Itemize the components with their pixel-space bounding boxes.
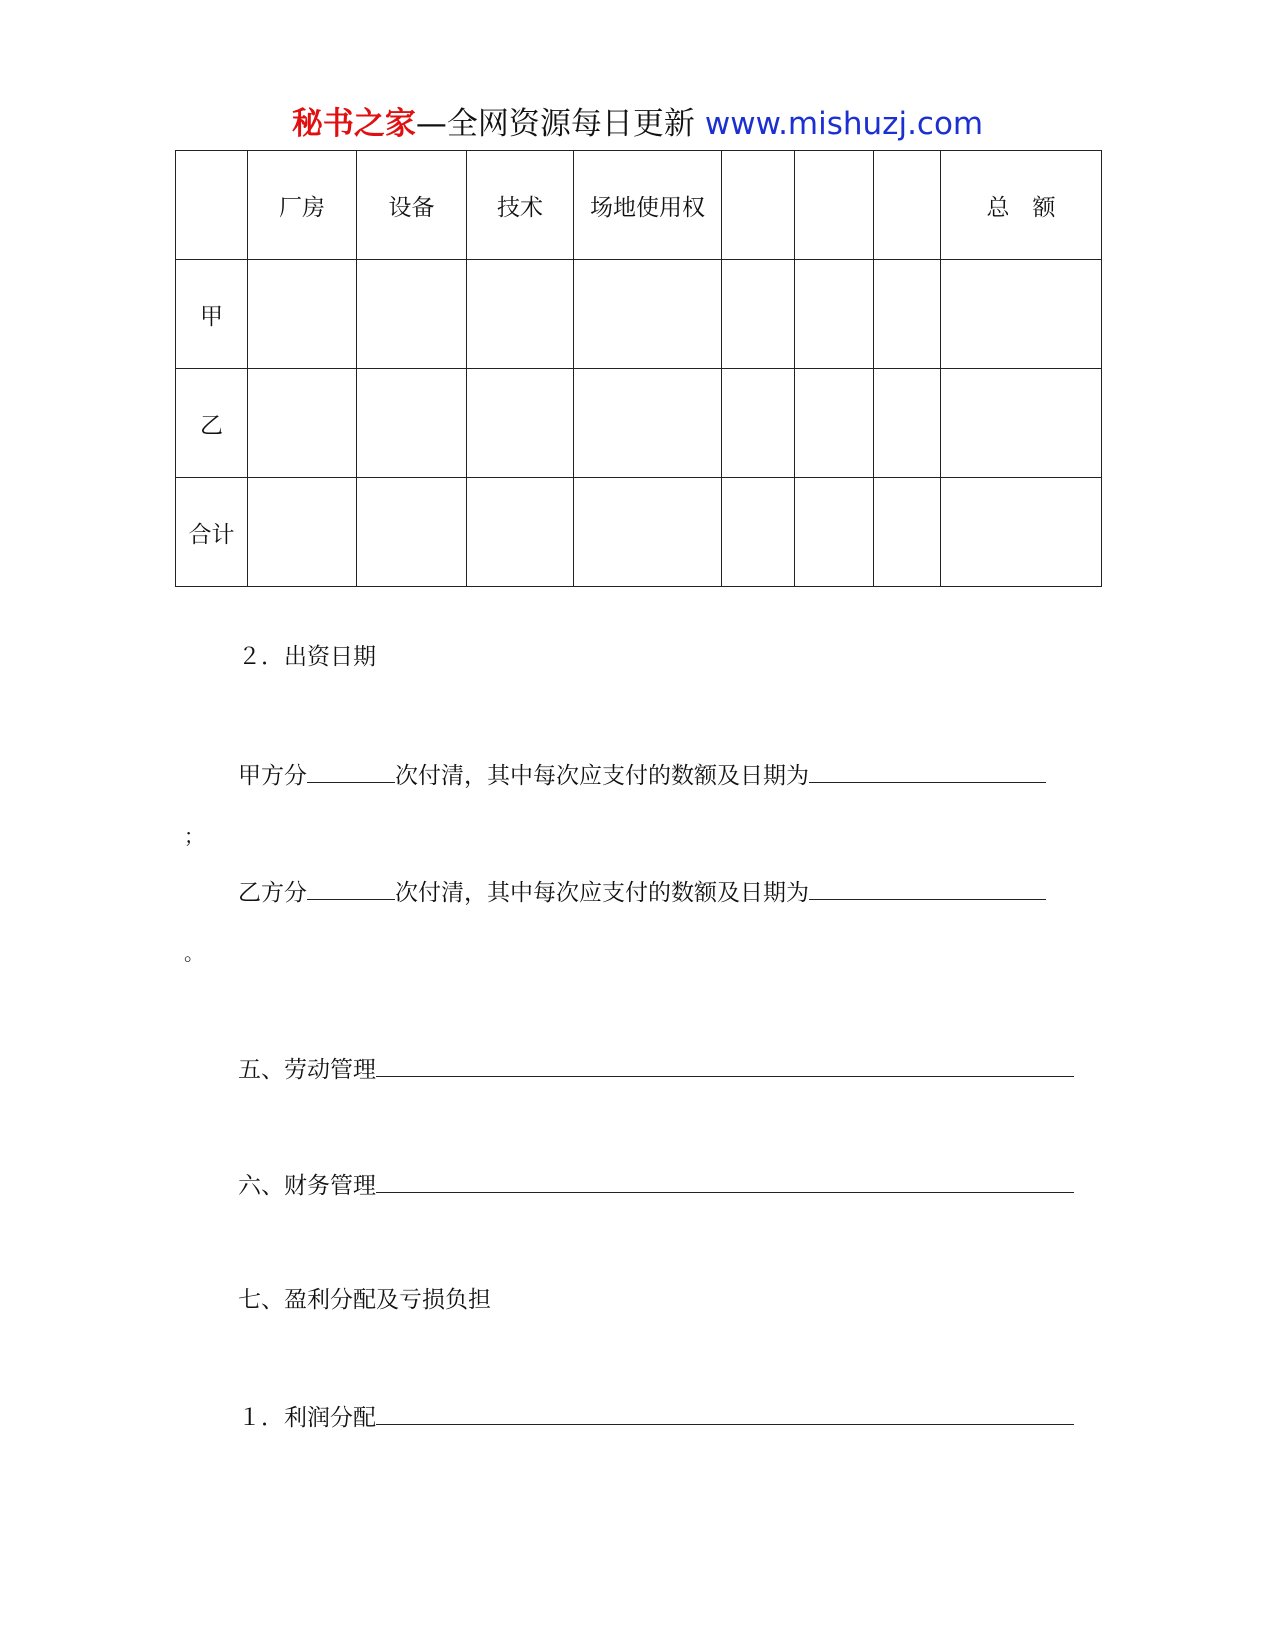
- header-cell: [176, 151, 248, 260]
- table-cell[interactable]: [941, 369, 1102, 478]
- table-cell[interactable]: [357, 478, 467, 587]
- party-a-line: [238, 758, 1046, 792]
- table-cell[interactable]: [795, 369, 874, 478]
- party-a-installments-blank[interactable]: [307, 758, 395, 783]
- section-finance: [238, 1168, 1074, 1202]
- header-cell: [874, 151, 941, 260]
- table-cell[interactable]: [574, 260, 722, 369]
- table-row: [176, 260, 1102, 369]
- party-a-mid: 次付清，其中每次应支付的数额及日期为: [395, 763, 809, 789]
- party-a-end-mark: ；: [184, 824, 204, 848]
- party-a-amount-blank[interactable]: [809, 758, 1046, 783]
- party-b-installments-blank[interactable]: [307, 875, 395, 900]
- header-cell: 技术: [467, 151, 574, 260]
- table-cell[interactable]: [722, 369, 795, 478]
- row-label: 甲: [176, 260, 248, 369]
- banner-brand: 秘书之家: [291, 106, 416, 142]
- header-cell: 总 额: [941, 151, 1102, 260]
- table-cell[interactable]: [874, 478, 941, 587]
- table-cell[interactable]: [795, 260, 874, 369]
- table-header-row: [176, 151, 1102, 260]
- table-cell[interactable]: [467, 260, 574, 369]
- section-profit-loss: 七、盈利分配及亏损负担: [238, 1287, 491, 1313]
- banner-slogan: 全网资源每日更新: [446, 106, 695, 142]
- table-row: [176, 478, 1102, 587]
- party-b-line: [238, 875, 1046, 909]
- table-cell[interactable]: [248, 260, 357, 369]
- table-cell[interactable]: [874, 260, 941, 369]
- table-cell[interactable]: [874, 369, 941, 478]
- banner-dash: —: [415, 106, 447, 142]
- profit-distribution-label: １．利润分配: [238, 1405, 376, 1431]
- table-cell[interactable]: [357, 260, 467, 369]
- table-cell[interactable]: [941, 478, 1102, 587]
- section-profit-distribution: [238, 1400, 1074, 1434]
- labor-blank[interactable]: [376, 1052, 1074, 1077]
- header-cell: 场地使用权: [574, 151, 722, 260]
- table-cell[interactable]: [722, 260, 795, 369]
- banner-url[interactable]: www.mishuzj.com: [704, 106, 984, 142]
- row-label: 合计: [176, 478, 248, 587]
- header-cell: [722, 151, 795, 260]
- header-cell: 厂房: [248, 151, 357, 260]
- table-cell[interactable]: [248, 478, 357, 587]
- table-cell[interactable]: [574, 478, 722, 587]
- finance-blank[interactable]: [376, 1168, 1074, 1193]
- table-cell[interactable]: [722, 478, 795, 587]
- row-label: 乙: [176, 369, 248, 478]
- labor-label: 五、劳动管理: [238, 1057, 376, 1083]
- table-cell[interactable]: [357, 369, 467, 478]
- table-cell[interactable]: [467, 369, 574, 478]
- table-cell[interactable]: [574, 369, 722, 478]
- party-a-prefix: 甲方分: [238, 763, 307, 789]
- table-cell[interactable]: [467, 478, 574, 587]
- table-row: [176, 369, 1102, 478]
- header-cell: 设备: [357, 151, 467, 260]
- section-labor: [238, 1052, 1074, 1086]
- contribution-table: [175, 150, 1102, 587]
- finance-label: 六、财务管理: [238, 1173, 376, 1199]
- table-cell[interactable]: [248, 369, 357, 478]
- table-cell[interactable]: [795, 478, 874, 587]
- header-cell: [795, 151, 874, 260]
- section-payment-date: ２．出资日期: [238, 644, 376, 670]
- party-b-prefix: 乙方分: [238, 880, 307, 906]
- profit-distribution-blank[interactable]: [376, 1400, 1074, 1425]
- party-b-end-mark: 。: [184, 941, 204, 965]
- site-banner: [0, 100, 1275, 148]
- table-cell[interactable]: [941, 260, 1102, 369]
- party-b-amount-blank[interactable]: [809, 875, 1046, 900]
- party-b-mid: 次付清，其中每次应支付的数额及日期为: [395, 880, 809, 906]
